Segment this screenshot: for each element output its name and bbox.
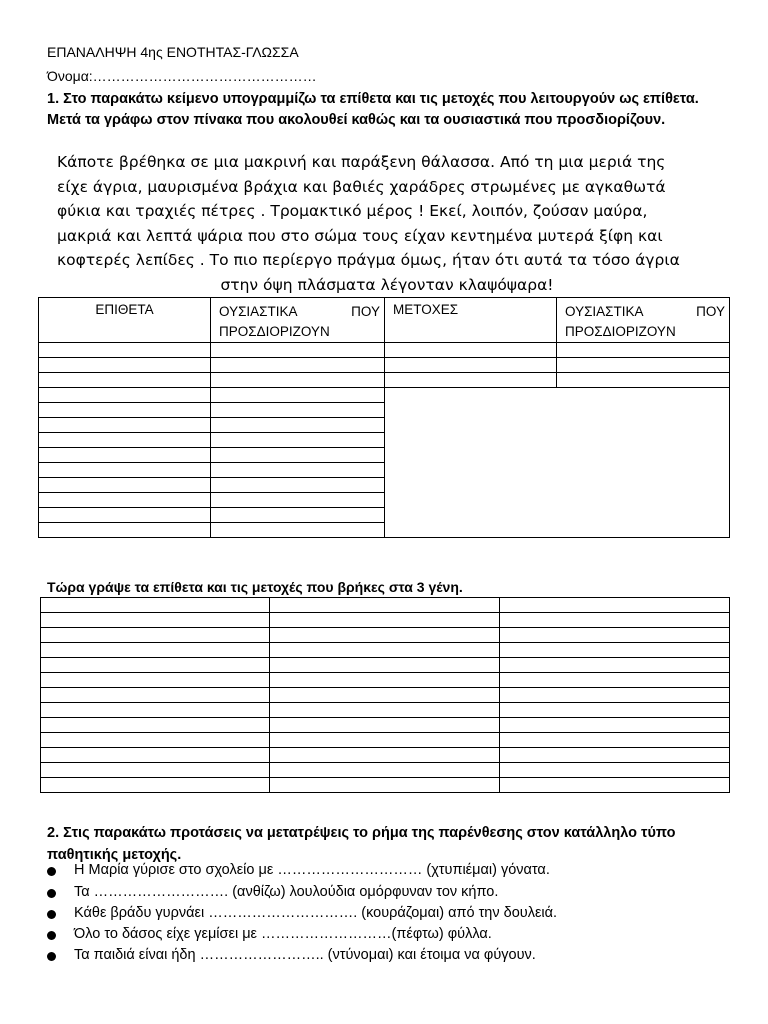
table-row: [41, 748, 730, 763]
passage-line: στην όψη πλάσματα λέγονταν κλαψόψαρα!: [220, 275, 554, 294]
header-participles: ΜΕΤΟΧΕΣ: [385, 298, 557, 343]
answer-cell[interactable]: [500, 673, 730, 688]
answer-cell[interactable]: [211, 523, 385, 538]
reading-passage: [57, 150, 717, 297]
answer-cell[interactable]: [39, 403, 211, 418]
answer-cell[interactable]: [39, 478, 211, 493]
answer-cell[interactable]: [270, 718, 500, 733]
answer-cell[interactable]: [211, 433, 385, 448]
answer-cell[interactable]: [500, 613, 730, 628]
bullet-icon: [47, 867, 56, 876]
answer-cell[interactable]: [41, 658, 270, 673]
passage-line: μακριά και λεπτά ψάρια που στο σώμα τους είχαν κεντημένα μυτερά ξίφη και: [57, 226, 663, 245]
answer-cell[interactable]: [211, 343, 385, 358]
name-line: Όνομα:…………………………………………: [47, 68, 317, 84]
answer-cell[interactable]: [39, 463, 211, 478]
answer-cell[interactable]: [270, 778, 500, 793]
answer-cell[interactable]: [211, 373, 385, 388]
answer-cell[interactable]: [41, 688, 270, 703]
answer-cell[interactable]: [557, 373, 730, 388]
adjectives-participles-table: [38, 297, 730, 538]
answer-cell[interactable]: [270, 628, 500, 643]
answer-blank-area[interactable]: [385, 388, 730, 538]
answer-cell[interactable]: [211, 448, 385, 463]
answer-cell[interactable]: [500, 703, 730, 718]
passage-line: είχε άγρια, μαυρισμένα βράχια και βαθιές χαράδρες στρωμένες με αγκαθωτά: [57, 177, 666, 196]
bullet-icon: [47, 910, 56, 919]
answer-cell[interactable]: [41, 778, 270, 793]
answer-cell[interactable]: [211, 403, 385, 418]
header-adjectives: ΕΠΙΘΕΤΑ: [39, 298, 211, 343]
table-row: [41, 688, 730, 703]
table-row: [41, 628, 730, 643]
answer-cell[interactable]: [270, 613, 500, 628]
worksheet-title: ΕΠΑΝΑΛΗΨΗ 4ης ΕΝΟΤΗΤΑΣ-ΓΛΩΣΣΑ: [47, 44, 299, 60]
answer-cell[interactable]: [41, 613, 270, 628]
answer-cell[interactable]: [39, 448, 211, 463]
answer-cell[interactable]: [500, 718, 730, 733]
answer-cell[interactable]: [211, 418, 385, 433]
answer-cell[interactable]: [385, 343, 557, 358]
answer-cell[interactable]: [39, 508, 211, 523]
table-row: [41, 598, 730, 613]
answer-cell[interactable]: [41, 643, 270, 658]
answer-cell[interactable]: [211, 388, 385, 403]
answer-cell[interactable]: [39, 433, 211, 448]
answer-cell[interactable]: [557, 358, 730, 373]
exercise-1-instruction: 1. Στο παρακάτω κείμενο υπογραμμίζω τα επίθετα και τις μετοχές που λειτουργούν ως επίθετα. Μετά τα γράφω στον πίνακα που ακολουθεί καθώς και τα ουσιαστικά που προσδιορίζουν.: [47, 91, 699, 128]
bullet-icon: [47, 889, 56, 898]
answer-cell[interactable]: [270, 598, 500, 613]
table-row: [41, 763, 730, 778]
bullet-icon: [47, 952, 56, 961]
table-row: [41, 673, 730, 688]
answer-cell[interactable]: [500, 658, 730, 673]
answer-cell[interactable]: [41, 673, 270, 688]
answer-cell[interactable]: [41, 703, 270, 718]
table-row: [41, 778, 730, 793]
table-row: [41, 718, 730, 733]
table-row: [41, 643, 730, 658]
answer-cell[interactable]: [39, 373, 211, 388]
answer-cell[interactable]: [500, 628, 730, 643]
answer-cell[interactable]: [39, 358, 211, 373]
answer-cell[interactable]: [500, 748, 730, 763]
answer-cell[interactable]: [385, 358, 557, 373]
answer-cell[interactable]: [211, 478, 385, 493]
header-nouns-a: ΟΥΣΙΑΣΤΙΚΑ ΠΟΥ ΠΡΟΣΔΙΟΡΙΖΟΥΝ: [211, 298, 385, 343]
answer-cell[interactable]: [211, 358, 385, 373]
genders-table: [40, 597, 730, 793]
genders-instruction: Τώρα γράψε τα επίθετα και τις μετοχές που βρήκες στα 3 γένη.: [47, 579, 463, 595]
table-row: [41, 703, 730, 718]
answer-cell[interactable]: [557, 343, 730, 358]
answer-cell[interactable]: [270, 643, 500, 658]
answer-cell[interactable]: [211, 493, 385, 508]
header-nouns-b: ΟΥΣΙΑΣΤΙΚΑ ΠΟΥ ΠΡΟΣΔΙΟΡΙΖΟΥΝ: [557, 298, 730, 343]
answer-cell[interactable]: [41, 598, 270, 613]
answer-cell[interactable]: [500, 733, 730, 748]
exercise-2-instruction: 2. Στις παρακάτω προτάσεις να μετατρέψεις το ρήμα της παρένθεσης στον κατάλληλο τύπο παθητικής μετοχής.: [47, 825, 676, 863]
answer-cell[interactable]: [39, 523, 211, 538]
passage-line: Κάποτε βρέθηκα σε μια μακρινή και παράξενη θάλασσα. Από τη μια μεριά της: [57, 153, 666, 171]
answer-cell[interactable]: [270, 658, 500, 673]
bullet-icon: [47, 931, 56, 940]
answer-cell[interactable]: [39, 418, 211, 433]
answer-cell[interactable]: [500, 763, 730, 778]
answer-cell[interactable]: [500, 598, 730, 613]
answer-cell[interactable]: [270, 688, 500, 703]
answer-cell[interactable]: [500, 643, 730, 658]
answer-cell[interactable]: [270, 703, 500, 718]
answer-cell[interactable]: [39, 343, 211, 358]
passage-line: φύκια και τραχιές πέτρες . Τρομακτικό μέρος ! Εκεί, λοιπόν, ζούσαν μαύρα,: [57, 202, 648, 220]
answer-cell[interactable]: [211, 508, 385, 523]
answer-cell[interactable]: [270, 733, 500, 748]
answer-cell[interactable]: [385, 373, 557, 388]
passage-line: κοφτερές λεπίδες . Το πιο περίεργο πράγμα όμως, ήταν ότι αυτά τα τόσο άγρια: [57, 251, 680, 269]
answer-cell[interactable]: [39, 388, 211, 403]
answer-cell[interactable]: [500, 688, 730, 703]
answer-cell[interactable]: [270, 673, 500, 688]
table-row: [41, 658, 730, 673]
table-row: [41, 613, 730, 628]
answer-cell[interactable]: [41, 733, 270, 748]
answer-cell[interactable]: [211, 463, 385, 478]
answer-cell[interactable]: [41, 718, 270, 733]
answer-cell[interactable]: [41, 763, 270, 778]
answer-cell[interactable]: [39, 493, 211, 508]
answer-cell[interactable]: [41, 748, 270, 763]
answer-cell[interactable]: [270, 763, 500, 778]
answer-cell[interactable]: [41, 628, 270, 643]
answer-cell[interactable]: [500, 778, 730, 793]
table-row: [41, 733, 730, 748]
answer-cell[interactable]: [270, 748, 500, 763]
